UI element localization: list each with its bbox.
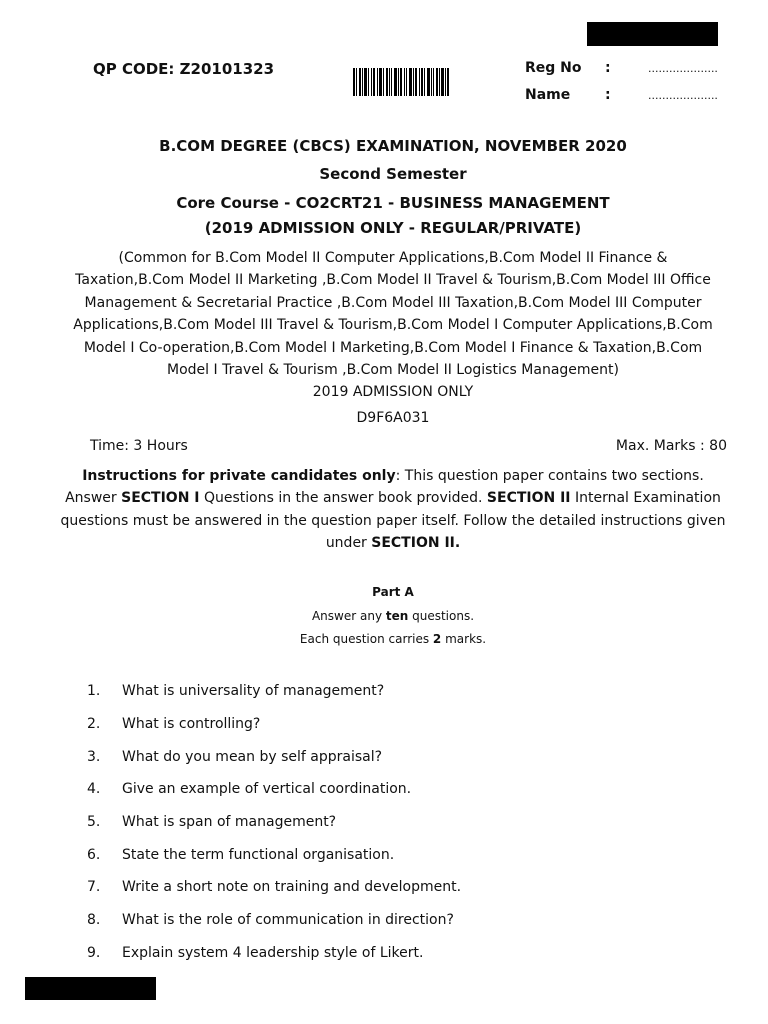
question-number: 3.	[87, 749, 101, 765]
question-number: 8.	[87, 912, 101, 928]
redaction-bar-top	[587, 22, 718, 46]
instructions-paragraph	[59, 465, 727, 555]
question-number: 1.	[87, 683, 101, 699]
question-item	[87, 781, 411, 797]
question-number: 4.	[87, 781, 101, 797]
instructions-text-1: : This question paper contains two sections. Answer	[65, 468, 704, 507]
admission-only-line: 2019 ADMISSION ONLY	[312, 384, 474, 400]
question-text: Give an example of vertical coordination.	[122, 781, 412, 797]
question-item	[87, 814, 336, 830]
admission-title: (2019 ADMISSION ONLY - REGULAR/PRIVATE)	[204, 219, 582, 237]
common-for-paragraph: (Common for B.Com Model II Computer Applications,B.Com Model II Finance & Taxation,B.Com Model II Marketing ,B.Com Model II Travel & Tourism,B.Com Model III Office Management & Secretarial Practice ,B.Com Model III Taxation,B.Com Model III Computer Applications,B.Com Model III Travel & Tourism,B.Com Model I Computer Applications,B.Com Model I Co-operation,B.Com Model I Marketing,B.Com Model I Finance & Taxation,B.Com Model I Travel & Tourism ,B.Com Model II Logistics Management)	[73, 250, 713, 379]
question-text: What is the role of communication in direction?	[122, 912, 454, 928]
question-text: What is universality of management?	[122, 683, 385, 699]
name-label: Name	[525, 87, 571, 103]
qp-code: QP CODE: Z20101323	[93, 60, 275, 78]
instructions-text-2: Questions in the answer book provided.	[199, 490, 487, 507]
part-a-heading: Part A	[372, 585, 414, 599]
semester-title: Second Semester	[319, 165, 467, 183]
instructions-section-2: SECTION II	[486, 490, 571, 507]
question-item	[87, 945, 423, 961]
barcode-image	[353, 68, 449, 96]
reg-no-label: Reg No	[525, 60, 582, 76]
instructions-section-2-end: SECTION II.	[371, 535, 461, 552]
question-text: State the term functional organisation.	[122, 847, 395, 863]
answer-any-line	[0, 609, 768, 623]
question-number: 6.	[87, 847, 101, 863]
redaction-bar-bottom	[25, 977, 156, 1000]
answer-pre: Answer any	[311, 609, 386, 623]
question-text: Explain system 4 leadership style of Likert.	[122, 945, 424, 961]
question-text: What do you mean by self appraisal?	[122, 749, 383, 765]
marks-per-question-line	[0, 632, 768, 646]
answer-count: ten	[385, 609, 409, 623]
reg-no-blank: ....................	[648, 62, 718, 75]
question-number: 7.	[87, 879, 101, 895]
course-title: Core Course - CO2CRT21 - BUSINESS MANAGEMENT	[176, 194, 610, 212]
reg-no-colon: :	[605, 60, 611, 76]
exam-title: B.COM DEGREE (CBCS) EXAMINATION, NOVEMBER 2020	[159, 137, 627, 155]
question-item	[87, 847, 394, 863]
time-allowed: Time: 3 Hours	[90, 438, 188, 454]
question-number: 9.	[87, 945, 101, 961]
question-item	[87, 912, 454, 928]
each-marks: 2	[432, 632, 442, 646]
question-text: What is controlling?	[122, 716, 261, 732]
reg-no-row	[525, 60, 718, 76]
question-item	[87, 879, 461, 895]
question-number: 5.	[87, 814, 101, 830]
name-colon: :	[605, 87, 611, 103]
question-text: What is span of management?	[122, 814, 337, 830]
each-pre: Each question carries	[299, 632, 433, 646]
instructions-text-3: Internal Examination questions must be answered in the question paper itself. Follow the detailed instructions given under	[60, 490, 726, 552]
each-post: marks.	[441, 632, 487, 646]
question-text: Write a short note on training and development.	[122, 879, 462, 895]
question-item	[87, 683, 384, 699]
paper-code: D9F6A031	[356, 410, 430, 426]
question-item	[87, 749, 382, 765]
name-blank: ....................	[648, 89, 718, 102]
instructions-lead: Instructions for private candidates only	[82, 468, 396, 484]
max-marks: Max. Marks : 80	[615, 438, 727, 454]
question-number: 2.	[87, 716, 101, 732]
instructions-section-1: SECTION I	[121, 490, 200, 507]
question-item	[87, 716, 260, 732]
name-row	[525, 87, 718, 103]
answer-post: questions.	[408, 609, 475, 623]
